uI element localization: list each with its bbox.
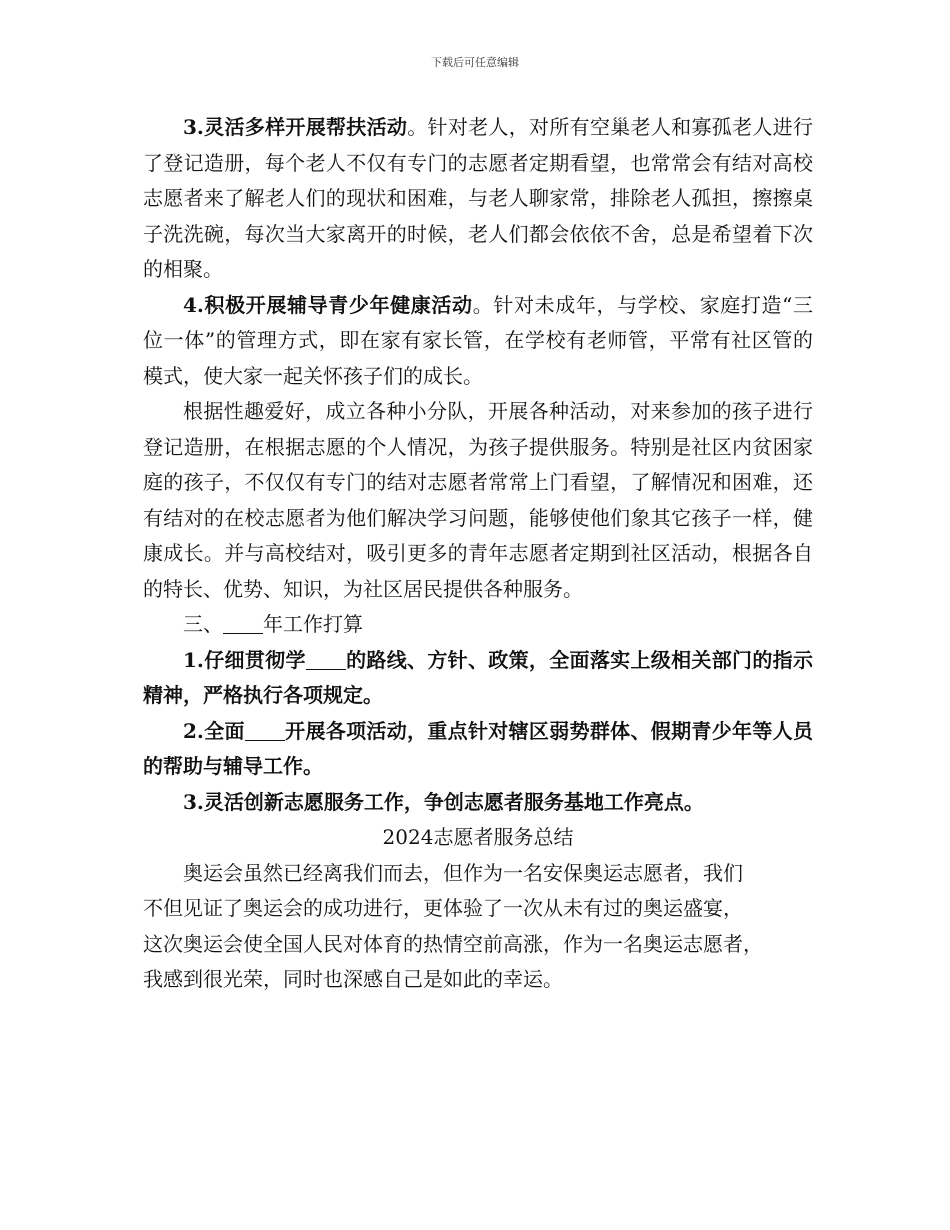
document-body	[143, 110, 813, 998]
heading-suffix: 年工作打算	[263, 612, 363, 636]
intro-line: 我感到很光荣，同时也深感自己是如此的幸运。	[143, 967, 563, 991]
fill-blank	[245, 720, 285, 741]
plan-item-1	[143, 643, 813, 714]
paragraph-youth-activities	[143, 288, 813, 395]
intro-line: 不但见证了奥运会的成功进行，更体验了一次从未有过的奥运盛宴，	[143, 896, 743, 920]
item-body: 。针对老人，对所有空巢老人和寡孤老人进行了登记造册，每个老人不仅有专门的志愿者定期看望，也常常会有结对高校志愿者来了解老人们的现状和困难，与老人聊家常，排除老人孤担，擦擦桌子洗洗碗，每次当大家离开的时候，老人们都会依依不舍，总是希望着下次的相聚。	[143, 115, 813, 281]
document-title: 2024志愿者服务总结	[382, 825, 574, 849]
plan-item-suffix: 开展各项活动，重点针对辖区弱势群体、假期青少年等人员的帮助与辅导工作。	[143, 718, 813, 778]
plan-item-3: 3.灵活创新志愿服务工作，争创志愿者服务基地工作亮点。	[183, 789, 704, 814]
fill-blank	[223, 613, 263, 634]
item-heading: 3.灵活多样开展帮扶活动	[183, 115, 408, 139]
page-header-note: 下载后可任意编辑	[431, 56, 519, 69]
intro-paragraph	[143, 856, 813, 998]
plan-item-2	[143, 714, 813, 785]
paragraph-interest-groups: 根据性趣爱好，成立各种小分队，开展各种活动，对来参加的孩子进行登记造册，在根据志愿的个人情况，为孩子提供服务。特别是社区内贫困家庭的孩子，不仅仅有专门的结对志愿者常常上门看望，了解情况和困难，还有结对的在校志愿者为他们解决学习问题，能够使他们象其它孩子一样，健康成长。并与高校结对，吸引更多的青年志愿者定期到社区活动，根据各自的特长、优势、知识，为社区居民提供各种服务。	[143, 399, 813, 601]
item-heading: 4.积极开展辅导青少年健康活动	[183, 292, 473, 317]
plan-item-prefix: 2.全面	[183, 718, 245, 743]
paragraph-help-activities	[143, 110, 813, 288]
intro-line: 这次奥运会使全国人民对体育的热情空前高涨，作为一名奥运志愿者，	[143, 931, 763, 956]
section-heading-work-plan	[143, 607, 813, 643]
intro-line: 奥运会虽然已经离我们而去，但作为一名安保奥运志愿者，我们	[183, 860, 743, 885]
plan-item-prefix: 1.仔细贯彻学	[183, 647, 306, 672]
plan-item-suffix: 的路线、方针、政策，全面落实上级相关部门的指示精神，严格执行各项规定。	[143, 647, 813, 707]
item-body: 。针对未成年，与学校、家庭打造“三位一体”的管理方式，即在家有家长管，在学校有老师管，平常有社区管的模式，使大家一起关怀孩子们的成长。	[143, 292, 813, 388]
heading-prefix: 三、	[183, 612, 223, 636]
fill-blank	[306, 649, 346, 670]
